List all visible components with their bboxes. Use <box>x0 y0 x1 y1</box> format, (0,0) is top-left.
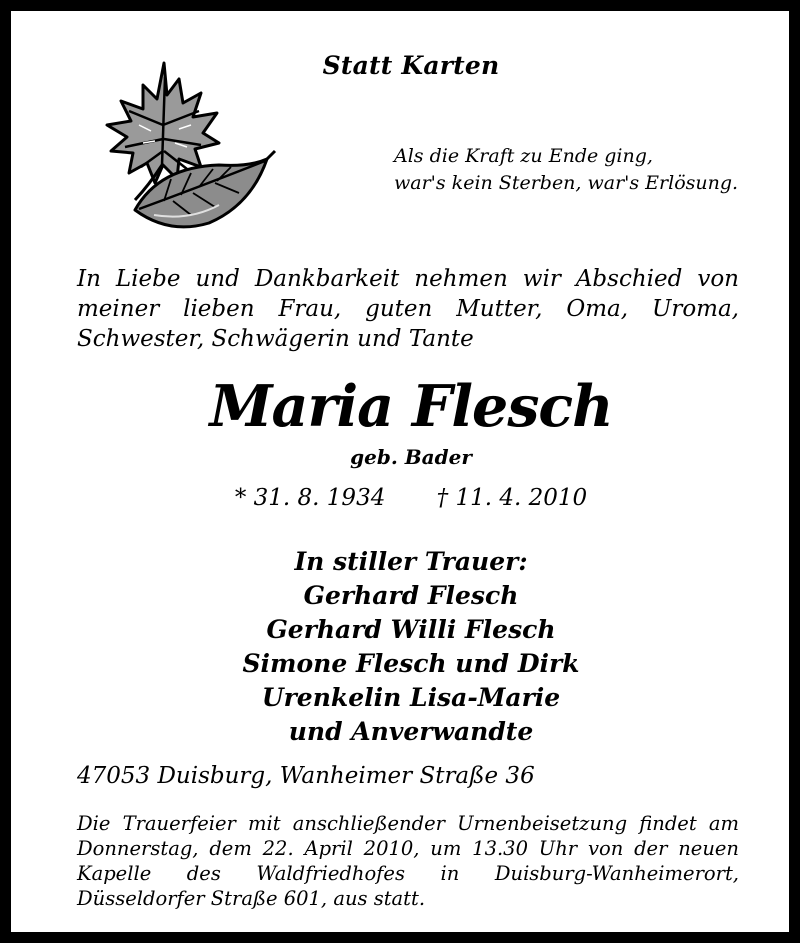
intro-line: meiner lieben Frau, guten Mutter, Oma, Uroma, <box>77 296 739 322</box>
service-line: Kapelle des Waldfriedhofes in Duisburg-Wanheimerort, <box>77 862 739 885</box>
service-line: Donnerstag, dem 22. April 2010, um 13.30 Uhr von der neuen <box>77 837 739 860</box>
header-title: Statt Karten <box>322 51 500 80</box>
intro-line: Schwester, Schwägerin und Tante <box>77 326 474 352</box>
motto-line: war's kein Sterben, war's Erlösung. <box>394 172 739 194</box>
service-line: Düsseldorfer Straße 601, aus statt. <box>77 887 426 910</box>
deceased-name: Maria Flesch <box>209 373 613 440</box>
intro-line: In Liebe und Dankbarkeit nehmen wir Abschied von <box>77 266 739 292</box>
mourner-name: und Anverwandte <box>288 717 534 746</box>
mourner-name: Gerhard Willi Flesch <box>266 615 556 644</box>
intro-text <box>77 264 739 354</box>
mourner-name: Simone Flesch und Dirk <box>242 649 580 678</box>
death-date: † 11. 4. 2010 <box>436 485 588 511</box>
mourner-name: Urenkelin Lisa-Marie <box>261 683 561 712</box>
family-address: 47053 Duisburg, Wanheimer Straße 36 <box>77 763 535 789</box>
autumn-leaves-icon <box>69 55 279 235</box>
maiden-name: geb. Bader <box>350 445 472 469</box>
mourners-list <box>11 545 800 749</box>
funeral-service-info <box>77 811 739 911</box>
motto-quote <box>394 143 738 197</box>
mourners-heading: In stiller Trauer: <box>294 547 528 576</box>
mourner-name: Gerhard Flesch <box>303 581 519 610</box>
motto-line: Als die Kraft zu Ende ging, <box>394 145 653 167</box>
birth-date: * 31. 8. 1934 <box>234 485 386 511</box>
service-line: Die Trauerfeier mit anschließender Urnenbeisetzung findet am <box>77 812 739 835</box>
life-dates <box>11 485 800 511</box>
